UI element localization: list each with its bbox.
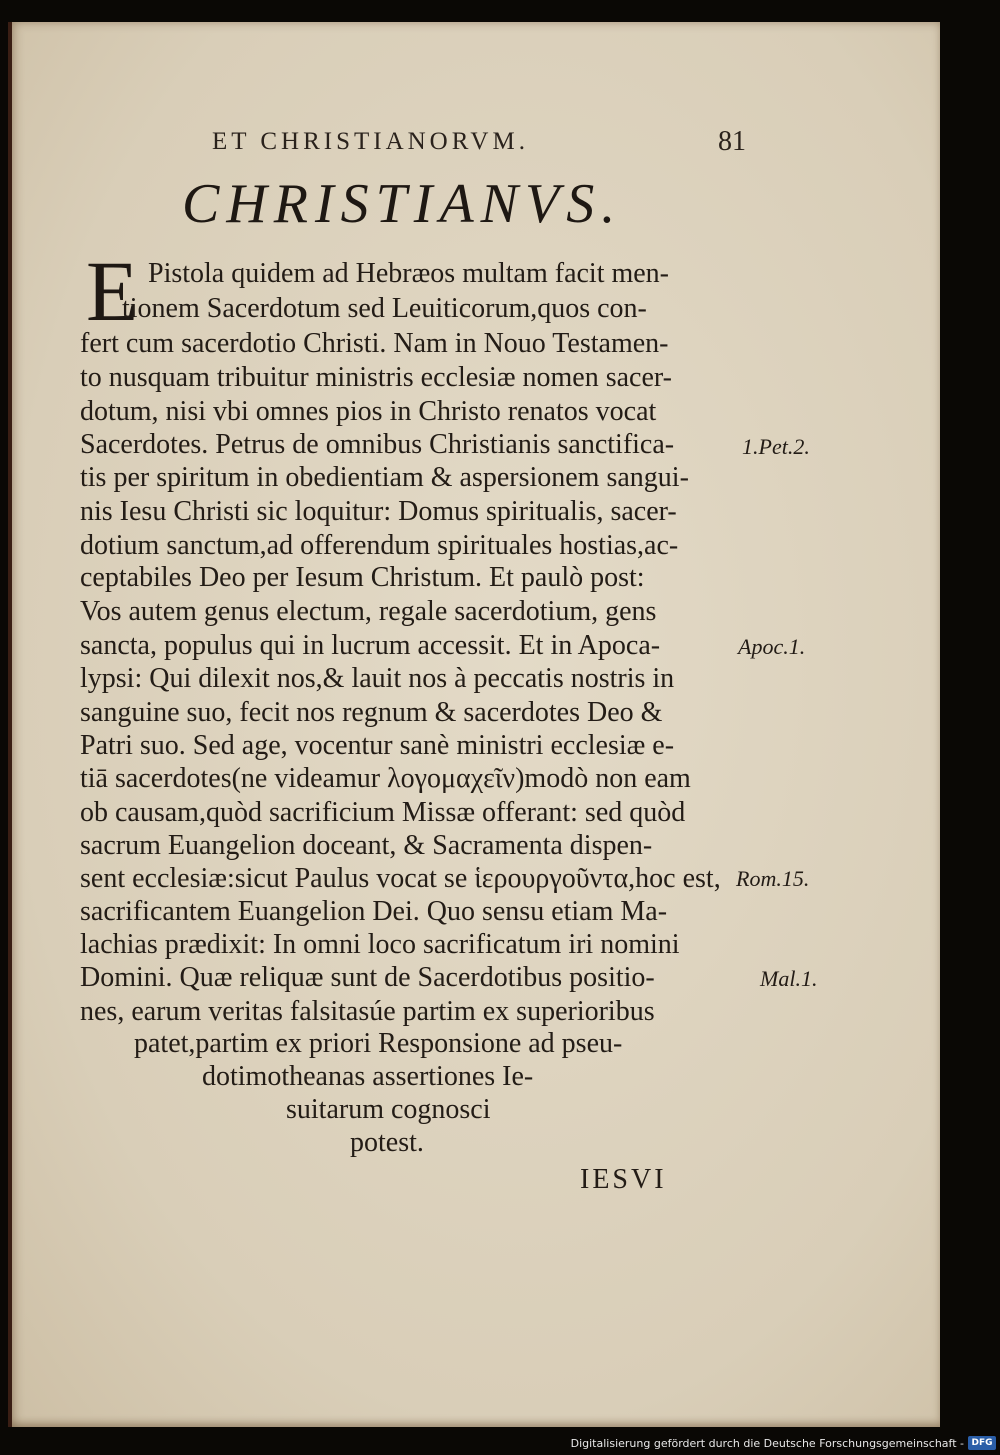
text-line: Vos autem genus electum, regale sacerdotium, gens [80, 596, 657, 627]
text-line: lypsi: Qui dilexit nos,& lauit nos à peccatis nostris in [80, 663, 675, 694]
digitization-credit [571, 1433, 996, 1453]
text-line: ob causam,quòd sacrificium Missæ offerant: sed quòd [80, 797, 686, 828]
text-line: sanguine suo, fecit nos regnum & sacerdotes Deo & [80, 697, 663, 728]
text-line: sancta, populus qui in lucrum accessit. Et in Apoca- [80, 630, 661, 661]
text-line: suitarum cognosci [286, 1094, 491, 1125]
page-title: CHRISTIANVS. [182, 173, 623, 235]
text-line: sacrum Euangelion doceant, & Sacramenta dispen- [80, 830, 653, 861]
text-line: sent ecclesiæ:sicut Paulus vocat se ἱερουργοῦντα,hoc est, [80, 863, 721, 894]
text-line: fert cum sacerdotio Christi. Nam in Nouo Testamen- [80, 328, 669, 359]
text-line: Pistola quidem ad Hebræos multam facit men- [148, 258, 670, 289]
dfg-logo: DFG [968, 1436, 996, 1450]
marginal-reference: Apoc.1. [738, 634, 806, 659]
text-line: nes, earum veritas falsitasúe partim ex superioribus [80, 996, 655, 1027]
text-line: potest. [350, 1127, 424, 1158]
text-line: tionem Sacerdotum sed Leuiticorum,quos con- [122, 293, 647, 324]
marginal-reference: Rom.15. [736, 866, 810, 891]
text-line: dotimotheanas assertiones Ie- [202, 1061, 534, 1092]
text-line: Patri suo. Sed age, vocentur sanè ministri ecclesiæ e- [80, 730, 675, 761]
text-line: ceptabiles Deo per Iesum Christum. Et paulò post: [80, 562, 645, 593]
catchword: IESVI [580, 1164, 667, 1195]
text-line: dotum, nisi vbi omnes pios in Christo renatos vocat [80, 396, 657, 427]
page-spine-edge [8, 22, 12, 1427]
credit-text: Digitalisierung gefördert durch die Deutsche Forschungsgemeinschaft - [570, 1436, 964, 1450]
text-line: dotium sanctum,ad offerendum spirituales hostias,ac- [80, 530, 679, 561]
text-line: Sacerdotes. Petrus de omnibus Christianis sanctifica- [80, 429, 675, 460]
text-line: to nusquam tribuitur ministris ecclesiæ nomen sacer- [80, 362, 672, 393]
text-line: sacrificantem Euangelion Dei. Quo sensu etiam Ma- [80, 896, 668, 927]
page-number: 81 [718, 126, 746, 157]
text-line: tiā sacerdotes(ne videamur λογομαχεῖν)modò non eam [80, 763, 691, 794]
marginal-reference: Mal.1. [760, 966, 818, 991]
text-line: patet,partim ex priori Responsione ad pseu- [134, 1028, 623, 1059]
text-line: Domini. Quæ reliquæ sunt de Sacerdotibus positio- [80, 962, 655, 993]
marginal-reference: 1.Pet.2. [742, 434, 810, 459]
text-line: tis per spiritum in obedientiam & aspersionem sangui- [80, 462, 689, 493]
text-line: lachias prædixit: In omni loco sacrificatum iri nomini [80, 929, 680, 960]
running-head: ET CHRISTIANORVM. [212, 128, 529, 155]
text-line: nis Iesu Christi sic loquitur: Domus spiritualis, sacer- [80, 496, 677, 527]
drop-cap: E [86, 243, 139, 339]
